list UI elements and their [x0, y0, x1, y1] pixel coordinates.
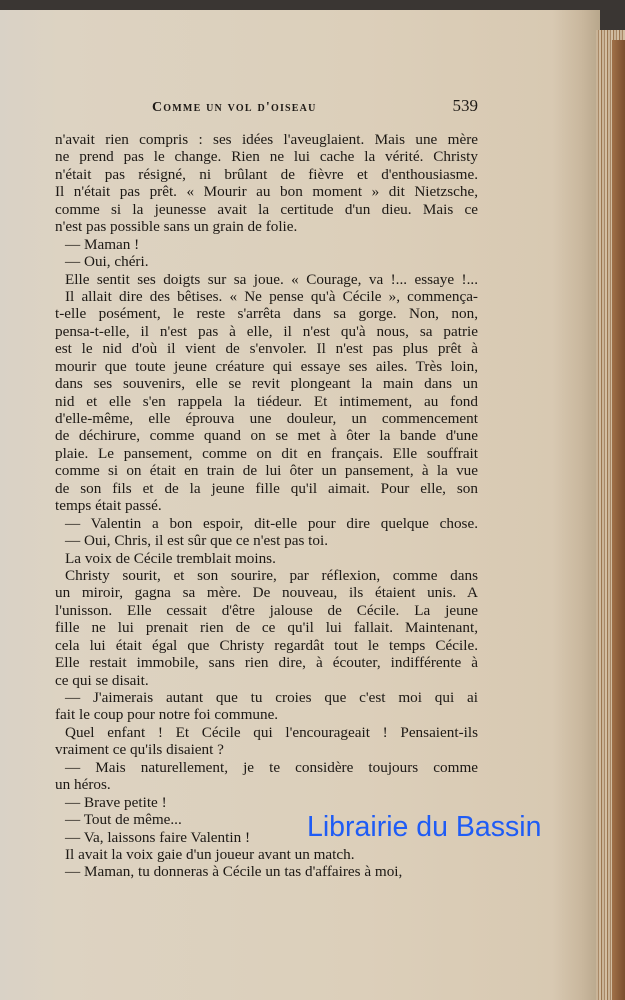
text-line: t-elle posément, le reste s'arrêta dans sa gorge. Non, non,: [55, 305, 478, 323]
text-line: — J'aimerais autant que tu croies que c'est moi qui ai: [65, 689, 478, 706]
text-line: temps était passé.: [55, 497, 162, 515]
text-line: Christy sourit, et son sourire, par réflexion, comme dans: [65, 566, 478, 584]
text-line: ce qui se disait.: [55, 671, 149, 689]
text-line: de déchirure, comme quand on se met à ôter la bande d'une: [55, 427, 478, 445]
text-line: — Valentin a bon espoir, dit-elle pour dire quelque chose.: [65, 514, 478, 532]
running-title: Comme un vol d'oiseau: [152, 100, 317, 115]
text-line: vraiment ce qu'ils disaient ?: [55, 741, 224, 759]
text-line: — Mais naturellement, je te considère toujours comme: [65, 758, 478, 776]
text-line: — Oui, chéri.: [65, 253, 149, 271]
text-line: — Tout de même...: [65, 811, 182, 829]
text-line: Il avait la voix gaie d'un joueur avant un match.: [65, 845, 355, 863]
text-line: La voix de Cécile tremblait moins.: [65, 549, 276, 567]
watermark: Librairie du Bassin: [307, 811, 542, 843]
text-line: ne prend pas le change. Rien ne lui cache la vérité. Christy: [55, 148, 478, 166]
text-line: pensa-t-elle, il n'est pas à elle, il n'est qu'à nous, sa patrie: [55, 322, 478, 340]
text-line: — Maman !: [65, 235, 140, 253]
body-text: [55, 131, 478, 881]
page-number: 539: [452, 96, 478, 115]
text-line: Il allait dire des bêtises. « Ne pense qu'à Cécile », commença-: [65, 287, 478, 305]
text-line: un héros.: [55, 776, 111, 794]
page-header: [55, 96, 478, 120]
text-line: n'est pas possible sans un grain de folie.: [55, 218, 298, 236]
text-line: plaie. Le pansement, comme on dit en français. Elle souffrait: [55, 444, 478, 462]
text-line: — Brave petite !: [65, 793, 167, 811]
text-line: mourir que toute jeune créature qui essaye ses ailes. Très loin,: [55, 357, 478, 375]
text-line: comme si la jeunesse avait la certitude d'un dieu. Mais ce: [55, 200, 478, 218]
book-cover-edge: [612, 40, 625, 1000]
text-line: Il n'était pas prêt. « Mourir au bon moment » dit Nietzsche,: [55, 183, 478, 201]
text-line: nid et elle s'en rappela la tiédeur. Et intimement, au fond: [55, 392, 478, 410]
text-line: n'avait rien compris : ses idées l'aveuglaient. Mais une mère: [55, 131, 478, 148]
text-line: de son fils et de la jeune fille qu'il aimait. Pour elle, son: [55, 479, 478, 497]
text-line: Elle restait immobile, sans rien dire, à écouter, indifférente à: [55, 654, 478, 672]
text-line: fait le coup pour notre foi commune.: [55, 706, 279, 724]
text-line: comme si on était en train de lui ôter un pansement, à la vue: [55, 462, 478, 480]
text-line: d'elle-même, elle éprouva une douleur, un commencement: [55, 410, 478, 427]
text-line: n'était pas résigné, ni brûlant de fièvre et d'enthousiasme.: [55, 165, 478, 183]
text-line: — Oui, Chris, il est sûr que ce n'est pas toi.: [65, 532, 329, 550]
text-line: Quel enfant ! Et Cécile qui l'encourageait ! Pensaient-ils: [65, 723, 478, 741]
text-line: un miroir, gagna sa mère. De nouveau, ils étaient unis. A: [55, 584, 478, 602]
text-line: — Maman, tu donneras à Cécile un tas d'affaires à moi,: [65, 863, 403, 881]
text-line: cela lui était égal que Christy regardât tout le temps Cécile.: [55, 636, 478, 654]
text-line: l'unisson. Elle cessait d'être jalouse de Cécile. La jeune: [55, 601, 478, 619]
text-line: dans ses souvenirs, elle se revit plongeant la main dans un: [55, 375, 478, 393]
text-line: Elle sentit ses doigts sur sa joue. « Courage, va !... essaye !...: [65, 270, 478, 288]
text-line: fille ne lui prenait rien de ce qu'il lui fallait. Maintenant,: [55, 619, 478, 637]
text-line: — Va, laissons faire Valentin !: [65, 828, 251, 846]
text-line: est le nid d'où il vient de s'envoler. Il n'est pas plus prêt à: [55, 340, 478, 358]
